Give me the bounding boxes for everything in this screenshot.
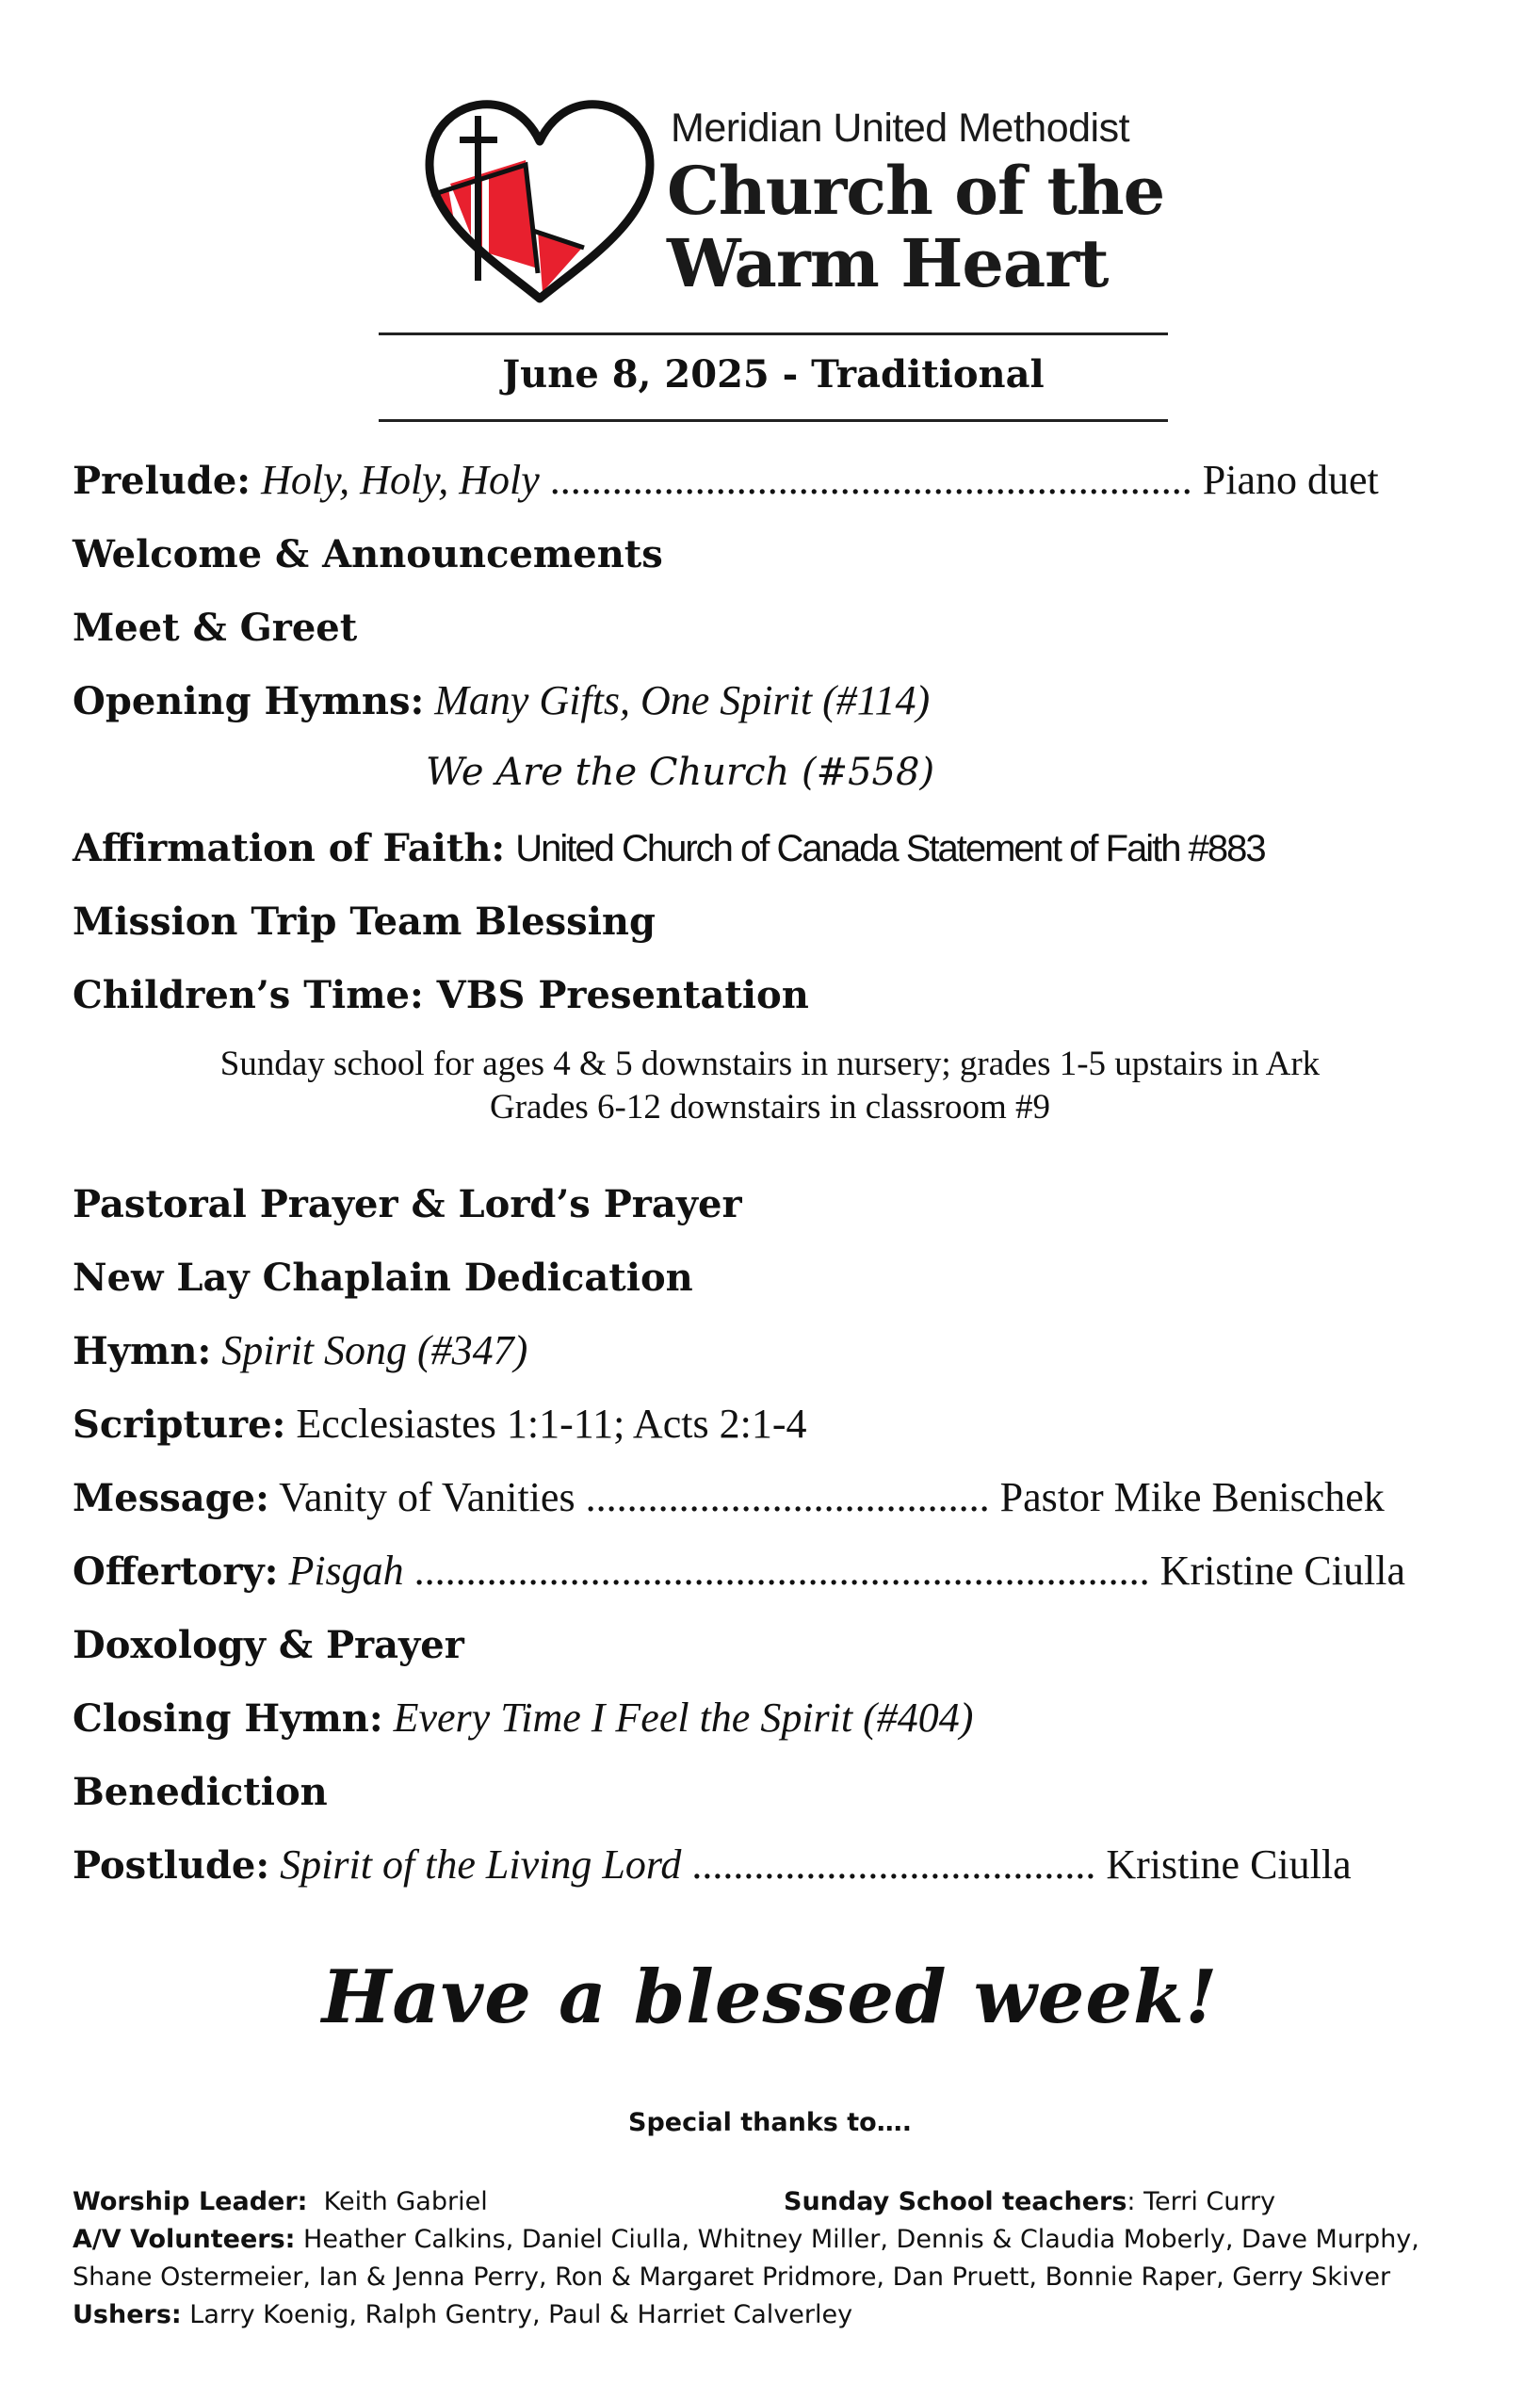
meet-label: Meet & Greet — [73, 606, 358, 650]
av-volunteers-label: A/V Volunteers: — [73, 2225, 296, 2254]
divider-top — [379, 332, 1168, 335]
av-volunteers-line2: Shane Ostermeier, Ian & Jenna Perry, Ron & Margaret Pridmore, Dan Pruett, Bonnie Raper, Gerry Skiver — [73, 2262, 1391, 2292]
offertory-title: Pisgah — [288, 1548, 404, 1594]
prelude-row — [73, 457, 1379, 505]
affirmation-text: United Church of Canada Statement of Faith #883 — [515, 828, 1265, 869]
worship-leader-label: Worship Leader: — [73, 2187, 308, 2216]
postlude-performer: Kristine Ciulla — [1106, 1841, 1352, 1888]
prelude-label: Prelude: — [73, 459, 251, 503]
closing-message: Have a blessed week! — [321, 1954, 1219, 2040]
divider-bottom — [379, 419, 1168, 422]
mission-label: Mission Trip Team Blessing — [73, 900, 656, 944]
closing-hymn-title: Every Time I Feel the Spirit (#404) — [393, 1695, 974, 1741]
prelude-title: Holy, Holy, Holy — [261, 457, 540, 503]
offertory-label: Offertory: — [73, 1549, 279, 1594]
scripture-text: Ecclesiastes 1:1-11; Acts 2:1-4 — [296, 1401, 807, 1447]
prelude-performer: Piano duet — [1202, 457, 1379, 503]
mission-row — [73, 898, 656, 946]
meet-row — [73, 604, 357, 652]
opening-hymn-1: Many Gifts, One Spirit (#114) — [434, 677, 931, 723]
pastoral-label: Pastoral Prayer & Lord’s Prayer — [73, 1182, 742, 1226]
sunday-school-credit — [784, 2189, 1275, 2214]
offertory-leader-dots: ....................................................................... — [403, 1548, 1160, 1594]
closing-hymn-label: Closing Hymn: — [73, 1696, 383, 1741]
sunday-school-note-2: Grades 6-12 downstairs in classroom #9 — [490, 1088, 1050, 1127]
message-row — [73, 1474, 1385, 1522]
message-speaker: Pastor Mike Benischek — [999, 1474, 1385, 1520]
benediction-row — [73, 1768, 328, 1816]
pastoral-row — [73, 1180, 742, 1228]
av-volunteers-credit — [73, 2227, 1419, 2252]
closing-hymn-row — [73, 1695, 973, 1743]
service-date: June 8, 2025 - Traditional — [502, 352, 1045, 397]
heart-cross-logo-icon — [422, 89, 657, 306]
message-leader-dots: ....................................... — [575, 1474, 1000, 1520]
special-thanks-heading: Special thanks to…. — [628, 2108, 912, 2137]
offertory-row — [73, 1548, 1405, 1596]
opening-hymns-label: Opening Hymns: — [73, 679, 425, 723]
postlude-label: Postlude: — [73, 1843, 270, 1888]
ushers-credit — [73, 2302, 852, 2327]
postlude-leader-dots: ....................................... — [681, 1841, 1107, 1888]
sunday-school-name: : Terri Curry — [1127, 2187, 1276, 2216]
worship-leader-credit — [73, 2189, 488, 2214]
hymn-label: Hymn: — [73, 1329, 212, 1373]
benediction-label: Benediction — [73, 1770, 328, 1814]
opening-hymn-2: We Are the Church (#558) — [426, 751, 935, 794]
ushers-label: Ushers: — [73, 2300, 182, 2329]
ushers-names: Larry Koenig, Ralph Gentry, Paul & Harriet Calverley — [181, 2300, 853, 2329]
children-row — [73, 971, 809, 1019]
scripture-label: Scripture: — [73, 1403, 286, 1447]
sunday-school-label: Sunday School teachers — [784, 2187, 1127, 2216]
welcome-row — [73, 530, 663, 578]
church-title-line1: Church of the — [667, 152, 1165, 230]
prelude-leader-dots: .............................................................. — [539, 457, 1203, 503]
children-label: Children’s Time: VBS Presentation — [73, 973, 809, 1017]
offertory-performer: Kristine Ciulla — [1159, 1548, 1405, 1594]
doxology-label: Doxology & Prayer — [73, 1623, 464, 1667]
message-label: Message: — [73, 1476, 269, 1520]
sunday-school-note-1: Sunday school for ages 4 & 5 downstairs in nursery; grades 1-5 upstairs in Ark — [219, 1045, 1321, 1083]
hymn-row — [73, 1327, 527, 1375]
church-title-line2: Warm Heart — [667, 224, 1109, 302]
scripture-row — [73, 1401, 806, 1449]
hymn-title: Spirit Song (#347) — [221, 1327, 528, 1373]
doxology-row — [73, 1621, 464, 1669]
chaplain-label: New Lay Chaplain Dedication — [73, 1256, 693, 1300]
av-volunteers-line1: Heather Calkins, Daniel Ciulla, Whitney Miller, Dennis & Claudia Moberly, Dave Murphy, — [295, 2225, 1419, 2254]
postlude-row — [73, 1841, 1352, 1889]
message-title: Vanity of Vanities — [279, 1474, 575, 1520]
affirmation-row — [73, 824, 1265, 872]
postlude-title: Spirit of the Living Lord — [280, 1841, 682, 1888]
worship-leader-name: Keith Gabriel — [307, 2187, 488, 2216]
welcome-label: Welcome & Announcements — [73, 532, 663, 576]
opening-hymns-row — [73, 677, 930, 725]
org-name: Meridian United Methodist — [671, 105, 1130, 151]
chaplain-row — [73, 1254, 693, 1302]
affirmation-label: Affirmation of Faith: — [73, 826, 506, 870]
